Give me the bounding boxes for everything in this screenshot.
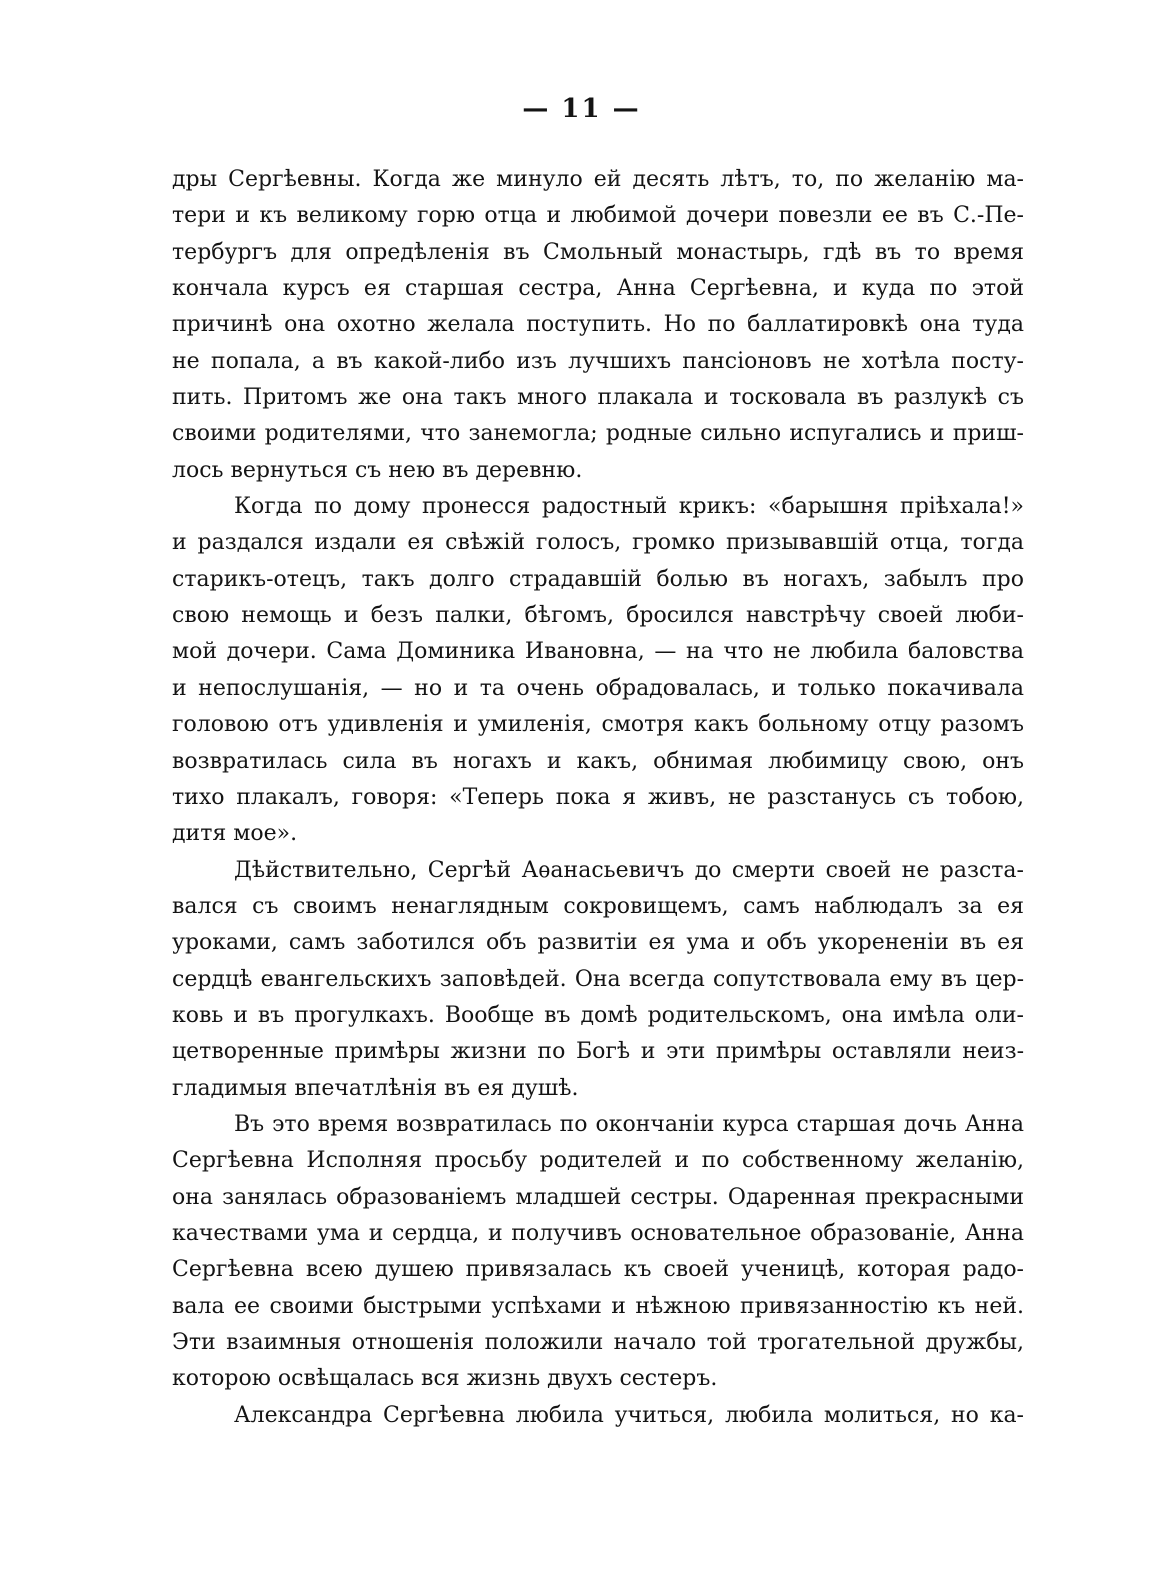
text-line: она занялась образованіемъ младшей сестры. Одаренная прекрасными	[172, 1184, 1024, 1210]
text-line: своими родителями, что занемогла; родные сильно испугались и приш-	[172, 421, 1024, 447]
text-line: лось вернуться съ нею въ деревню.	[172, 457, 583, 483]
text-line: цетворенные примѣры жизни по Богѣ и эти примѣры оставляли неиз-	[172, 1039, 1024, 1065]
text-line: Дѣйствительно, Сергѣй Аѳанасьевичъ до смерти своей не разста-	[234, 857, 1024, 883]
text-line: свою немощь и безъ палки, бѣгомъ, бросился навстрѣчу своей люби-	[172, 603, 1024, 629]
text-line: головою отъ удивленія и умиленія, смотря какъ больному отцу разомъ	[172, 712, 1024, 738]
text-line: уроками, самъ заботился объ развитіи ея ума и объ укорененіи въ ея	[172, 930, 1024, 956]
page-number: — 11 —	[522, 94, 641, 124]
text-line: мой дочери. Сама Доминика Ивановна, — на что не любила баловства	[172, 639, 1024, 665]
text-line: тихо плакалъ, говоря: «Теперь пока я живъ, не разстанусь съ тобою,	[172, 784, 1024, 810]
text-line: тербургъ для опредѣленія въ Смольный монастырь, гдѣ въ то время	[172, 239, 1024, 265]
text-line: вала ее своими быстрыми успѣхами и нѣжною привязанностію къ ней.	[172, 1293, 1024, 1319]
text-line: ковь и въ прогулкахъ. Вообще въ домѣ родительскомъ, она имѣла оли-	[172, 1002, 1024, 1028]
text-line: гладимыя впечатлѣнія въ ея душѣ.	[172, 1075, 579, 1101]
text-line: качествами ума и сердца, и получивъ основательное образованіе, Анна	[172, 1220, 1024, 1246]
text-line: Александра Сергѣевна любила учиться, любила молиться, но ка-	[234, 1402, 1024, 1428]
text-line: Когда по дому пронесся радостный крикъ: «барышня пріѣхала!»	[234, 494, 1024, 520]
text-line: и раздался издали ея свѣжій голосъ, громко призывавшій отца, тогда	[172, 530, 1024, 556]
text-line: Сергѣевна Исполняя просьбу родителей и по собственному желанію,	[172, 1148, 1024, 1174]
text-line: дры Сергѣевны. Когда же минуло ей десять лѣтъ, то, по желанію ма-	[172, 167, 1024, 192]
text-line: кончала курсъ ея старшая сестра, Анна Сергѣевна, и куда по этой	[172, 276, 1024, 302]
text-line: возвратилась сила въ ногахъ и какъ, обнимая любимицу свою, онъ	[172, 748, 1024, 774]
text-line: старикъ-отецъ, такъ долго страдавшій болью въ ногахъ, забылъ про	[172, 566, 1024, 592]
text-line: сердцѣ евангельскихъ заповѣдей. Она всегда сопутствовала ему въ цер-	[172, 966, 1024, 992]
text-line: дитя мое».	[172, 821, 298, 847]
text-line: Въ это время возвратилась по окончаніи курса старшая дочь Анна	[234, 1111, 1024, 1137]
text-line: не попала, а въ какой-либо изъ лучшихъ пансіоновъ не хотѣла посту-	[172, 348, 1024, 374]
text-line: Сергѣевна всею душею привязалась къ своей ученицѣ, которая радо-	[172, 1257, 1024, 1283]
text-line: которою освѣщалась вся жизнь двухъ сестеръ.	[172, 1366, 718, 1392]
body-text	[172, 162, 1024, 1434]
text-line: вался съ своимъ ненаглядным сокровищемъ, самъ наблюдалъ за ея	[172, 893, 1024, 919]
text-line: Эти взаимныя отношенія положили начало той трогательной дружбы,	[172, 1330, 1024, 1355]
text-line: и непослушанія, — но и та очень обрадовалась, и только покачивала	[172, 675, 1024, 701]
text-line: пить. Притомъ же она такъ много плакала и тосковала въ разлукѣ съ	[172, 385, 1024, 411]
text-line: причинѣ она охотно желала поступить. Но по баллатировкѣ она туда	[172, 312, 1024, 338]
text-line: тери и къ великому горю отца и любимой дочери повезли ее въ С.-Пе-	[172, 203, 1024, 229]
